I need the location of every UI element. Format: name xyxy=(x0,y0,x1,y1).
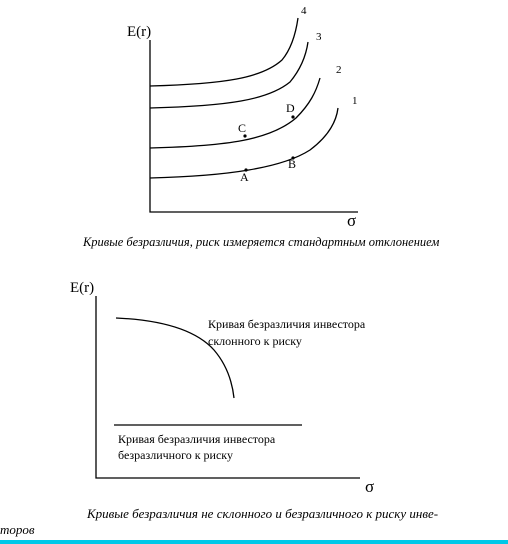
point-a-label: A xyxy=(240,170,249,184)
figure-2 xyxy=(0,280,438,537)
risk-seeking-label-line2: склонного к риску xyxy=(208,334,302,348)
risk-neutral-label-line1: Кривая безразличия инвестора xyxy=(118,432,276,446)
figure2-y-axis-label: E(r) xyxy=(70,280,95,296)
point-d-marker xyxy=(291,115,294,118)
curve-label-4: 4 xyxy=(301,5,307,17)
point-b-label: B xyxy=(288,157,297,171)
curve-label-2: 2 xyxy=(336,64,342,76)
bottom-accent-line xyxy=(0,540,508,544)
curve-label-3: 3 xyxy=(316,31,322,43)
figure2-caption-line2: торов xyxy=(0,522,35,537)
figure1-caption: Кривые безразличия, риск измеряется стандартным отклонением xyxy=(83,235,440,249)
point-d-label: D xyxy=(286,101,295,115)
indifference-curve-3 xyxy=(150,42,308,108)
indifference-curve-1 xyxy=(150,108,338,178)
point-c-label: C xyxy=(238,121,247,135)
figure2-x-axis-label: σ xyxy=(365,477,375,496)
figure2-caption-line1: Кривые безразличия не склонного и безразличного к риску инве- xyxy=(87,506,439,521)
figure1-axes xyxy=(150,40,358,212)
figure1-y-axis-label: E(r) xyxy=(127,24,152,40)
risk-seeking-label-line1: Кривая безразличия инвестора xyxy=(208,317,366,331)
figure-1 xyxy=(82,5,439,249)
risk-neutral-label-line2: безразличного к риску xyxy=(118,448,233,462)
indifference-curve-4 xyxy=(150,18,298,86)
curve-label-1: 1 xyxy=(352,95,358,107)
figure1-x-axis-label: σ xyxy=(347,211,357,230)
